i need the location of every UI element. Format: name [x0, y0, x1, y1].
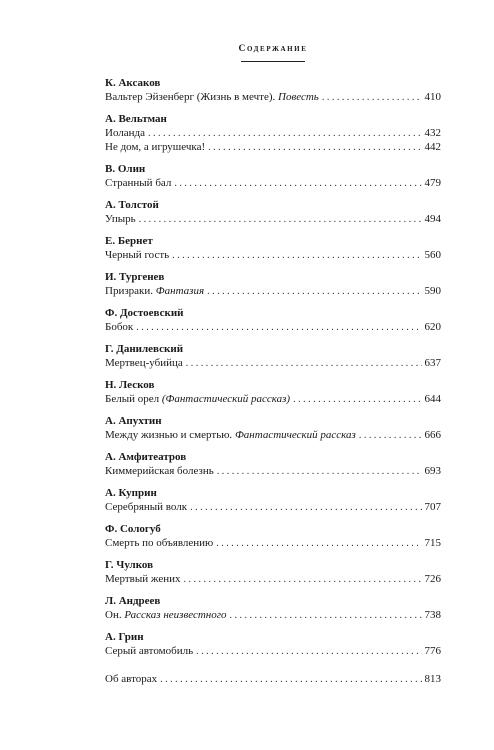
page-number: 666 — [424, 429, 441, 441]
author-name: А. Апухтин — [105, 415, 162, 427]
toc-section — [105, 450, 441, 478]
author-name: В. Олин — [105, 163, 146, 175]
dot-leader — [160, 673, 421, 687]
work-subtitle: Фантазия — [155, 285, 205, 297]
author-name: А. Толстой — [105, 199, 159, 211]
work-subtitle: Фантастический рассказ — [234, 429, 356, 441]
toc-section — [105, 112, 441, 154]
dot-leader — [174, 177, 421, 191]
page-number: 776 — [424, 645, 441, 657]
dot-leader — [207, 285, 421, 299]
page-number: 494 — [424, 213, 441, 225]
work-title — [105, 356, 183, 370]
dot-leader — [208, 141, 421, 155]
dot-leader — [293, 393, 421, 407]
work-title-text: Мертвый жених — [105, 573, 181, 585]
dot-leader — [217, 465, 422, 479]
toc-entry[interactable] — [105, 356, 441, 370]
page-number: 726 — [424, 573, 441, 585]
dot-leader — [148, 127, 421, 141]
work-title-text: Киммерийская болезнь — [105, 465, 214, 477]
toc-section — [105, 630, 441, 658]
toc-section — [105, 486, 441, 514]
toc-entry[interactable] — [105, 608, 441, 622]
work-title — [105, 176, 171, 190]
author-name: Е. Бернет — [105, 235, 153, 247]
author-name: А. Амфитеатров — [105, 451, 187, 463]
page-number: 590 — [424, 285, 441, 297]
dot-leader — [139, 213, 422, 227]
dot-leader — [322, 91, 422, 105]
toc-section — [105, 594, 441, 622]
work-title-text: Между жизнью и смертью. — [105, 429, 235, 441]
dot-leader — [230, 609, 422, 623]
dot-leader — [136, 321, 421, 335]
toc-section — [105, 558, 441, 586]
toc-section — [105, 342, 441, 370]
work-title-text: Не дом, а игрушечка! — [105, 141, 206, 153]
toc-section — [105, 522, 441, 550]
toc-entry[interactable] — [105, 126, 441, 140]
toc-entry[interactable] — [105, 284, 441, 298]
work-title-text: Упырь — [105, 213, 136, 225]
page-number: 620 — [424, 321, 441, 333]
page-number: 410 — [424, 91, 441, 103]
work-title — [105, 572, 181, 586]
work-title — [105, 428, 356, 442]
table-of-contents — [105, 76, 441, 686]
toc-entry-about-authors[interactable] — [105, 672, 441, 686]
work-title — [105, 608, 227, 622]
work-title-text: Иоланда — [105, 127, 146, 139]
work-title — [105, 644, 193, 658]
work-title — [105, 284, 204, 298]
toc-section — [105, 234, 441, 262]
work-title-text: Вальтер Эйзенберг (Жизнь в мечте). — [105, 91, 279, 103]
page-number: 560 — [424, 249, 441, 261]
work-title — [105, 126, 145, 140]
toc-section — [105, 198, 441, 226]
toc-entry[interactable] — [105, 500, 441, 514]
work-title-text: Бобок — [105, 321, 134, 333]
toc-entry[interactable] — [105, 428, 441, 442]
author-name: Л. Андреев — [105, 595, 161, 607]
work-title-text: Белый орел — [105, 393, 162, 405]
work-title — [105, 320, 133, 334]
dot-leader — [172, 249, 421, 263]
toc-entry[interactable] — [105, 572, 441, 586]
toc-section — [105, 270, 441, 298]
page-number: 693 — [424, 465, 441, 477]
title-rule — [241, 61, 305, 62]
dot-leader — [184, 573, 422, 587]
dot-leader — [196, 645, 421, 659]
page-number: 644 — [424, 393, 441, 405]
toc-entry[interactable] — [105, 140, 441, 154]
toc-entry[interactable] — [105, 248, 441, 262]
page-number: 813 — [424, 673, 441, 685]
work-title-text: Призраки. — [105, 285, 156, 297]
about-authors-title: Об авторах — [105, 673, 158, 685]
toc-entry[interactable] — [105, 644, 441, 658]
author-name: И. Тургенев — [105, 271, 165, 283]
work-title — [105, 248, 169, 262]
work-title — [105, 140, 205, 154]
dot-leader — [186, 357, 422, 371]
work-title — [105, 464, 214, 478]
page-number: 442 — [424, 141, 441, 153]
work-title — [105, 536, 213, 550]
work-title — [105, 500, 187, 514]
work-title-text: Серебряный волк — [105, 501, 188, 513]
dot-leader — [190, 501, 421, 515]
author-name: А. Вельтман — [105, 113, 167, 125]
toc-entry[interactable] — [105, 212, 441, 226]
work-title — [105, 212, 136, 226]
work-subtitle: Рассказ неизвестного — [124, 609, 227, 621]
page-number: 479 — [424, 177, 441, 189]
work-title-text: Смерть по объявлению — [105, 537, 214, 549]
toc-section — [105, 414, 441, 442]
dot-leader — [216, 537, 421, 551]
author-name: Г. Данилевский — [105, 343, 184, 355]
page-number: 707 — [424, 501, 441, 513]
author-name: А. Грин — [105, 631, 144, 643]
toc-entry[interactable] — [105, 176, 441, 190]
author-name: Ф. Сологуб — [105, 523, 161, 535]
work-title-text: Серый автомобиль — [105, 645, 194, 657]
author-name: А. Куприн — [105, 487, 157, 499]
toc-entry[interactable] — [105, 392, 441, 406]
toc-section — [105, 378, 441, 406]
page-number: 432 — [424, 127, 441, 139]
toc-entry[interactable] — [105, 536, 441, 550]
author-name: Н. Лесков — [105, 379, 155, 391]
dot-leader — [359, 429, 422, 443]
page-number: 637 — [424, 357, 441, 369]
work-title-text: Странный бал — [105, 177, 172, 189]
work-subtitle: Повесть — [278, 91, 319, 103]
work-title-text: Черный гость — [105, 249, 170, 261]
page-number: 715 — [424, 537, 441, 549]
author-name: К. Аксаков — [105, 77, 161, 89]
toc-entry[interactable] — [105, 90, 441, 104]
toc-entry[interactable] — [105, 464, 441, 478]
page-title: Содержание — [238, 44, 308, 54]
toc-section — [105, 76, 441, 104]
toc-section — [105, 306, 441, 334]
toc-section — [105, 162, 441, 190]
toc-entry[interactable] — [105, 320, 441, 334]
work-title — [105, 392, 290, 406]
work-subtitle: (Фантастический рассказ) — [161, 393, 291, 405]
work-title-text: Он. — [105, 609, 125, 621]
work-title-text: Мертвец-убийца — [105, 357, 183, 369]
page-number: 738 — [424, 609, 441, 621]
work-title — [105, 90, 319, 104]
author-name: Ф. Достоевский — [105, 307, 184, 319]
author-name: Г. Чулков — [105, 559, 154, 571]
